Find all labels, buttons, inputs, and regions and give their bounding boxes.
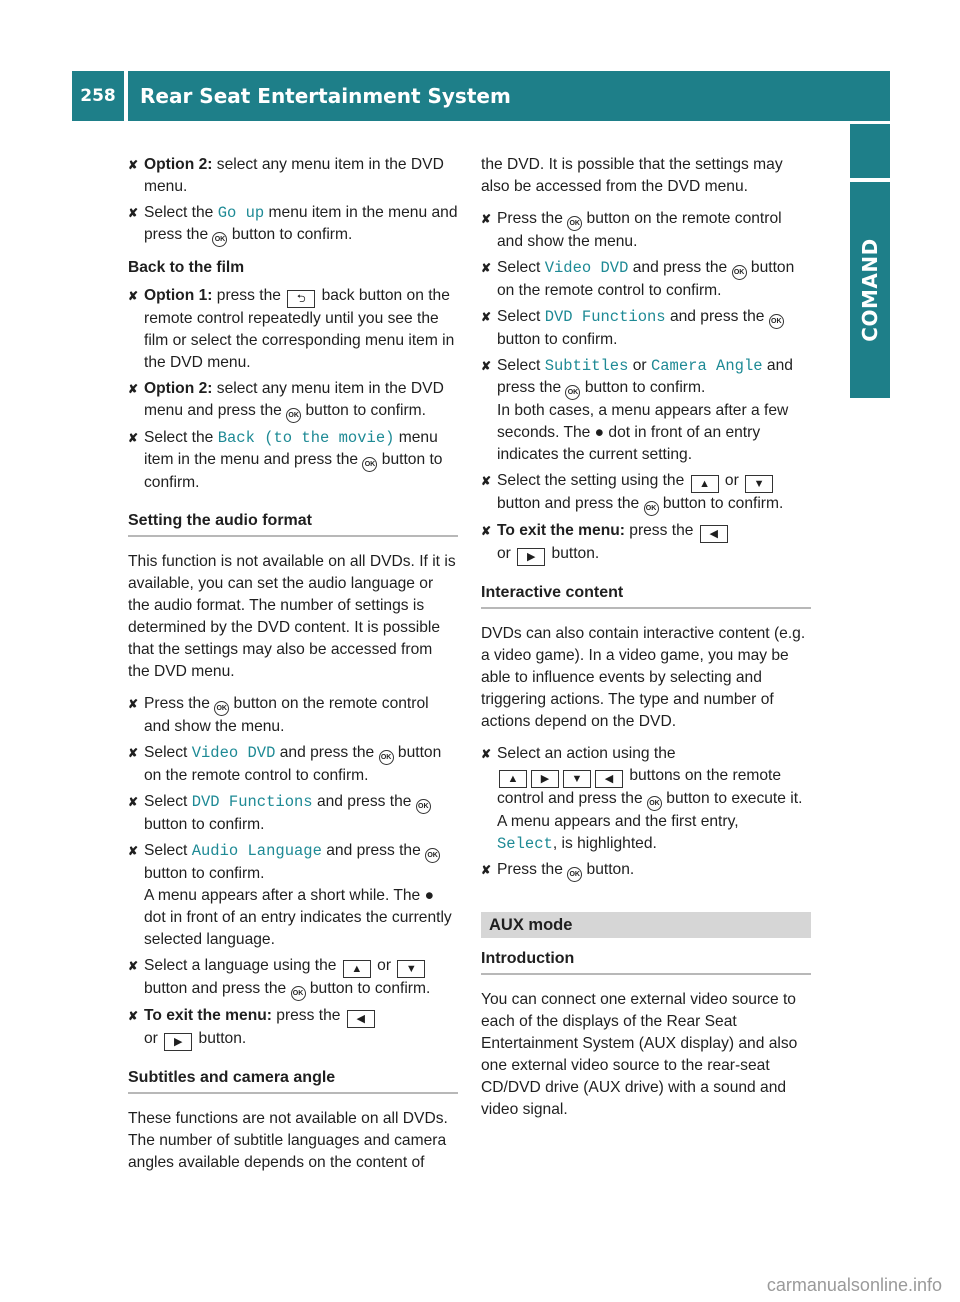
ok-icon: OK — [769, 314, 784, 329]
step: ✘ Select the setting using the ▲ or ▼ button and press the OK button to confirm. — [481, 470, 811, 516]
left-key-icon: ◀ — [347, 1010, 375, 1028]
ok-icon: OK — [214, 701, 229, 716]
left-key-icon: ◀ — [700, 525, 728, 543]
step: ✘ Option 1: press the ⮌ back button on the remote control repeatedly until you see the film or select the corresponding menu item in the DVD menu. — [128, 285, 458, 374]
right-key-icon: ▶ — [517, 548, 545, 566]
step: ✘ Select Video DVD and press the OK button on the remote control to confirm. — [481, 257, 811, 302]
step: ✘ Select the Go up menu item in the menu and press the OK button to confirm. — [128, 202, 458, 247]
paragraph: This function is not available on all DVDs. If it is available, you can set the audio language or the audio format. The number of settings is determined by the DVD content. It is possible that the settings may also be accessed from the DVD menu. — [128, 553, 456, 680]
paragraph: the DVD. It is possible that the settings may also be accessed from the DVD menu. — [481, 156, 783, 195]
down-key-icon: ▼ — [397, 960, 425, 978]
step: ✘ Select DVD Functions and press the OK button to confirm. — [128, 791, 458, 836]
section-heading: Introduction — [481, 948, 811, 975]
up-key-icon: ▲ — [343, 960, 371, 978]
subheading: Back to the film — [128, 259, 245, 276]
ok-icon: OK — [567, 867, 582, 882]
step: ✘ Select an action using the ▲ ▶ ▼ ◀ buttons on the remote control and press the OK button to execute it. A menu appears and the first entry, Select, is highlighted. — [481, 743, 811, 855]
step: ✘ Select DVD Functions and press the OK button to confirm. — [481, 306, 811, 351]
step: ✘ Select Video DVD and press the OK button on the remote control to confirm. — [128, 742, 458, 787]
dot-icon: ● — [594, 424, 605, 441]
ok-icon: OK — [362, 457, 377, 472]
step: ✘ Select Audio Language and press the OK button to confirm. A menu appears after a short while. The ● dot in front of an entry indicates the currently selected language. — [128, 840, 458, 951]
step: ✘ To exit the menu: press the ◀ or ▶ button. — [481, 520, 811, 566]
ok-icon: OK — [416, 799, 431, 814]
side-label-text: COMAND — [858, 238, 882, 342]
ok-icon: OK — [567, 216, 582, 231]
step: ✘ Select a language using the ▲ or ▼ button and press the OK button to confirm. — [128, 955, 458, 1001]
page-number: 258 — [72, 71, 124, 121]
step: ✘ Option 2: select any menu item in the DVD menu. — [128, 154, 458, 198]
section-heading: Interactive content — [481, 582, 811, 609]
watermark: carmanualsonline.info — [766, 1275, 942, 1295]
side-tab-label — [850, 182, 890, 398]
paragraph: You can connect one external video source to each of the displays of the Rear Seat Entertainment System (AUX display) and also one external video source to the rear-seat CD/DVD drive (AUX drive) with a sound and video signal. — [481, 991, 798, 1118]
step: ✘ To exit the menu: press the ◀ or ▶ button. — [128, 1005, 458, 1051]
section-heading: Subtitles and camera angle — [128, 1067, 458, 1094]
step: ✘ Press the OK button on the remote control and show the menu. — [128, 693, 458, 738]
back-key-icon: ⮌ — [287, 290, 315, 308]
left-column — [128, 154, 458, 1184]
section-banner: AUX mode — [481, 912, 811, 938]
ok-icon: OK — [565, 385, 580, 400]
side-tab-top — [850, 124, 890, 178]
step: ✘ Option 2: select any menu item in the DVD menu and press the OK button to confirm. — [128, 378, 458, 423]
down-key-icon: ▼ — [563, 770, 591, 788]
chapter-title: Rear Seat Entertainment System — [128, 71, 890, 121]
ok-icon: OK — [732, 265, 747, 280]
up-key-icon: ▲ — [691, 475, 719, 493]
section-heading: Setting the audio format — [128, 510, 458, 537]
right-key-icon: ▶ — [531, 770, 559, 788]
ok-icon: OK — [647, 796, 662, 811]
step: ✘ Select Subtitles or Camera Angle and press the OK button to confirm. In both cases, a menu appears after a few seconds. The ● dot in front of an entry indicates the current setting. — [481, 355, 811, 466]
step: ✘ Press the OK button on the remote control and show the menu. — [481, 208, 811, 253]
paragraph: DVDs can also contain interactive content (e.g. a video game). In a video game, you may be able to influence events by selecting and triggering actions. The type and number of actions depend on the DVD. — [481, 625, 806, 730]
ok-icon: OK — [379, 750, 394, 765]
ok-icon: OK — [212, 232, 227, 247]
right-column — [481, 154, 811, 1131]
right-key-icon: ▶ — [164, 1033, 192, 1051]
ok-icon: OK — [291, 986, 306, 1001]
dot-icon: ● — [424, 887, 434, 904]
left-key-icon: ◀ — [595, 770, 623, 788]
ok-icon: OK — [286, 408, 301, 423]
paragraph: These functions are not available on all DVDs. The number of subtitle languages and camera angles available depends on the content of — [128, 1110, 448, 1171]
up-key-icon: ▲ — [499, 770, 527, 788]
step: ✘ Select the Back (to the movie) menu item in the menu and press the OK button to confirm. — [128, 427, 458, 494]
step: ✘ Press the OK button. — [481, 859, 811, 882]
ok-icon: OK — [425, 848, 440, 863]
ok-icon: OK — [644, 501, 659, 516]
down-key-icon: ▼ — [745, 475, 773, 493]
